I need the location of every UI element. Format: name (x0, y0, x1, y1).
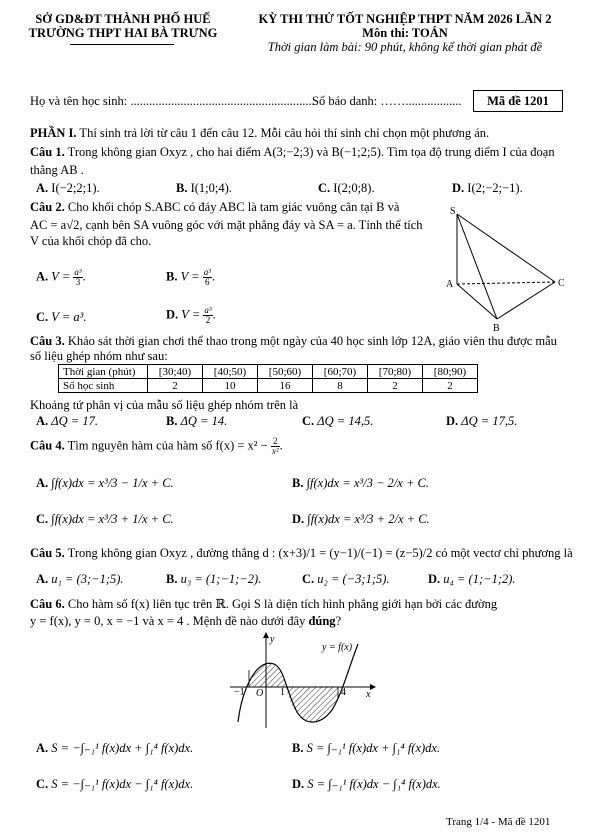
q6-option-a: A. S = −∫₋₁¹ f(x)dx + ∫₁⁴ f(x)dx. (36, 741, 194, 755)
q2-option-a: A. V = $\frac{\text{a³}}{3}$ . (36, 267, 86, 287)
q6-option-c: C. S = −∫₋₁¹ f(x)dx − ∫₁⁴ f(x)dx. (36, 777, 194, 791)
q2-stem (30, 200, 399, 215)
exam-title: KỲ THI THỬ TỐT NGHIỆP THPT NĂM 2026 LẦN 2 (258, 12, 552, 26)
q1-option-d: D. I(2;−2;−1). (452, 181, 523, 195)
part-1-text: Thí sinh trả lời từ câu 1 đến câu 12. Mỗi câu hỏi thí sinh chỉ chọn một phương án. (76, 126, 490, 140)
q3-label: Câu 3. (30, 334, 65, 348)
pyramid-figure (440, 204, 570, 334)
q6-line1: Cho hàm số f(x) liên tục trên ℝ. Gọi S là diện tích hình phẳng giới hạn bởi các đường (64, 597, 498, 611)
q5-stem (30, 546, 573, 561)
q2-option-c: C. V = a³. (36, 310, 87, 324)
table-row: Số học sinh 2 10 16 8 2 2 (59, 379, 478, 393)
q2-line1: Cho khối chóp S.ABC có đáy ABC là tam giác vuông cân tại B và (64, 200, 400, 214)
table-row: Thời gian (phút) [30;40) [40;50) [50;60) [60;70) [70;80) [80;90) (59, 365, 478, 379)
q4-text: Tìm nguyên hàm của hàm số f(x) = x² − (64, 438, 268, 453)
q2-option-b: B. V = $\frac{\text{a³}}{6}$ . (166, 267, 216, 287)
function-graph (220, 630, 380, 730)
q2-line2: AC = a√2, cạnh bên SA vuông góc với mặt phẳng đáy và SA = a. Tính thể tích (30, 218, 423, 232)
header-underline (70, 44, 174, 45)
part-1-title: PHẦN I. (30, 126, 77, 140)
student-id-field: Số báo danh: …….................. (312, 94, 462, 108)
vertex-c-label: C (558, 278, 565, 289)
q3-line3: Khoảng tứ phân vị của mẫu số liệu ghép nhóm trên là (30, 398, 299, 412)
q5-option-c: C. u₂ = (−3;1;5). (302, 572, 390, 586)
vertex-s-label: S (450, 206, 456, 217)
origin-label: O (256, 688, 264, 699)
q4-option-b: B. ∫f(x)dx = x³/3 − 2/x + C. (292, 476, 429, 490)
q6-stem (30, 596, 497, 612)
q1-option-b: B. I(1;0;4). (176, 181, 232, 195)
q4-option-c: C. ∫f(x)dx = x³/3 + 1/x + C. (36, 512, 174, 526)
q1-line1: Trong không gian Oxyz , cho hai điểm A(3;−2;3) và B(−1;2;5). Tìm tọa độ trung điểm I của đoạn (64, 145, 555, 159)
curve-label: y = f(x) (322, 642, 353, 653)
y-axis-label: y (270, 634, 275, 645)
exam-time: Thời gian làm bài: 90 phút, không kể thời gian phát đề (267, 40, 543, 54)
q1-line2: thẳng AB . (30, 163, 84, 177)
exam-code: Mã đề 1201 (487, 94, 549, 108)
q5-option-b: B. u₃ = (1;−1;−2). (166, 572, 262, 586)
vertex-b-label: B (493, 323, 500, 334)
q3-option-c: C. ΔQ = 14,5. (302, 414, 374, 428)
q6-option-d: D. S = ∫₋₁¹ f(x)dx − ∫₁⁴ f(x)dx. (292, 777, 441, 791)
x-axis-label: x (366, 689, 371, 700)
q3-option-b: B. ΔQ = 14. (166, 414, 228, 428)
part-1-instruction (30, 126, 489, 141)
q6-line2: y = f(x), y = 0, x = −1 và x = 4 . Mệnh đề nào dưới đây đúng? (30, 614, 342, 628)
q5-text: Trong không gian Oxyz , đường thẳng d : (x+3)/1 = (y−1)/(−1) = (z−5)/2 có một vectơ chỉ phương là (64, 546, 573, 560)
q3-option-d: D. ΔQ = 17,5. (446, 414, 518, 428)
page-footer: Trang 1/4 - Mã đề 1201 (446, 816, 551, 828)
q2-option-d: D. V = $\frac{\text{a³}}{2}$ . (166, 305, 216, 325)
tick-1: 1 (280, 687, 285, 698)
area-positive-region (249, 664, 286, 687)
q5-label: Câu 5. (30, 546, 65, 560)
q4-label: Câu 4. (30, 438, 65, 453)
q1-option-a: A. I(−2;2;1). (36, 181, 100, 195)
frequency-table (58, 364, 478, 393)
q1-stem (30, 145, 555, 160)
vertex-a-label: A (446, 279, 454, 290)
q3-line1: Khảo sát thời gian chơi thể thao trong một ngày của 40 học sinh lớp 12A, giáo viên thu được mẫu (64, 334, 557, 348)
q1-option-c: C. I(2;0;8). (318, 181, 375, 195)
subject: Môn thi: TOÁN (362, 26, 448, 40)
q1-label: Câu 1. (30, 145, 65, 159)
school-name: TRƯỜNG THPT HAI BÀ TRƯNG (28, 26, 218, 40)
q2-line3: V của khối chóp đã cho. (30, 234, 152, 248)
tick-minus-1: −1 (234, 687, 245, 698)
q4-stem: Câu 4. Tìm nguyên hàm của hàm số f(x) = x² − $\frac{2}{\text{x²}}$ . (30, 436, 283, 456)
q6-label: Câu 6. (30, 597, 65, 611)
q3-line2: số liệu ghép nhóm như sau: (30, 349, 168, 363)
q4-option-d: D. ∫f(x)dx = x³/3 + 2/x + C. (292, 512, 430, 526)
q3-option-a: A. ΔQ = 17. (36, 414, 98, 428)
q4-option-a: A. ∫f(x)dx = x³/3 − 1/x + C. (36, 476, 174, 490)
student-name-field: Họ và tên học sinh: ........................................................... (30, 94, 315, 108)
q3-stem (30, 334, 557, 349)
q2-label: Câu 2. (30, 200, 65, 214)
q6-option-b: B. S = ∫₋₁¹ f(x)dx + ∫₁⁴ f(x)dx. (292, 741, 441, 755)
tick-4: 4 (341, 687, 346, 698)
q5-option-d: D. u₄ = (1;−1;2). (428, 572, 516, 586)
q5-option-a: A. u₁ = (3;−1;5). (36, 572, 124, 586)
department: SỞ GD&ĐT THÀNH PHỐ HUẾ (35, 12, 211, 26)
